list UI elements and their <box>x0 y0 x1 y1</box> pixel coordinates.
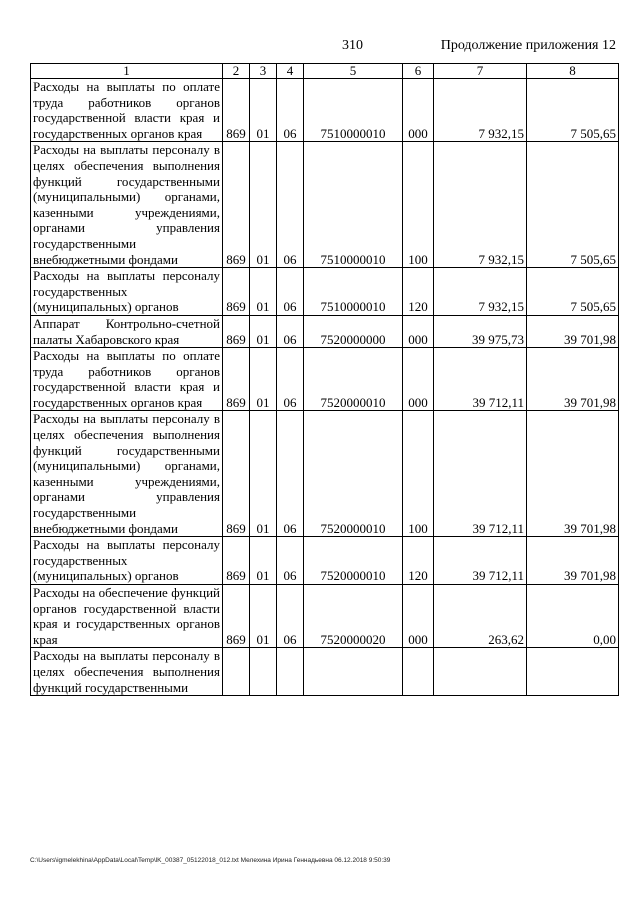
amount-col7: 39 975,73 <box>434 315 527 347</box>
table-header-row <box>31 64 619 79</box>
ministry-code: 869 <box>223 142 250 268</box>
amount-col8: 7 505,65 <box>527 268 619 316</box>
target-article-code: 7520000010 <box>304 411 403 537</box>
target-article-code: 7520000010 <box>304 537 403 585</box>
section-code: 01 <box>250 537 277 585</box>
continuation-title: Продолжение приложения 12 <box>440 38 616 53</box>
ministry-code: 869 <box>223 79 250 142</box>
amount-col8: 39 701,98 <box>527 315 619 347</box>
section-code: 01 <box>250 142 277 268</box>
column-header: 7 <box>434 64 527 79</box>
table-row <box>31 79 619 142</box>
target-article-code: 7520000020 <box>304 585 403 648</box>
row-description: Расходы на выплаты персоналу в целях обеспечения выполнения функций государственными <box>31 648 223 696</box>
subsection-code: 06 <box>277 142 304 268</box>
section-code: 01 <box>250 268 277 316</box>
amount-col7 <box>434 648 527 696</box>
row-description: Аппарат Контрольно-счетной палаты Хабаровского края <box>31 315 223 347</box>
target-article-code: 7510000010 <box>304 268 403 316</box>
ministry-code: 869 <box>223 315 250 347</box>
expense-type-code: 120 <box>403 537 434 585</box>
amount-col7: 39 712,11 <box>434 411 527 537</box>
ministry-code: 869 <box>223 537 250 585</box>
column-header: 8 <box>527 64 619 79</box>
section-code: 01 <box>250 585 277 648</box>
subsection-code: 06 <box>277 537 304 585</box>
table-row <box>31 648 619 696</box>
amount-col7: 7 932,15 <box>434 142 527 268</box>
column-header: 5 <box>304 64 403 79</box>
ministry-code: 869 <box>223 411 250 537</box>
file-path-footer: C:\Users\igmelekhina\AppData\Local\Temp\lK_00387_05122018_012.txt Мелехина Ирина Геннадьевна 06.12.2018 9:50:39 <box>30 857 391 864</box>
ministry-code: 869 <box>223 268 250 316</box>
amount-col8: 39 701,98 <box>527 411 619 537</box>
row-description: Расходы на выплаты по оплате труда работников органов государственной власти края и государственных органов края <box>31 348 223 411</box>
target-article-code: 7510000010 <box>304 79 403 142</box>
expense-type-code: 100 <box>403 411 434 537</box>
section-code: 01 <box>250 348 277 411</box>
table-row <box>31 315 619 347</box>
expense-type-code: 000 <box>403 348 434 411</box>
target-article-code: 7510000010 <box>304 142 403 268</box>
section-code: 01 <box>250 315 277 347</box>
section-code <box>250 648 277 696</box>
subsection-code: 06 <box>277 315 304 347</box>
amount-col8: 0,00 <box>527 585 619 648</box>
column-header: 1 <box>31 64 223 79</box>
subsection-code: 06 <box>277 348 304 411</box>
expense-type-code: 000 <box>403 315 434 347</box>
row-description: Расходы на обеспечение функций органов государственной власти края и государственных органов края <box>31 585 223 648</box>
table-row <box>31 585 619 648</box>
row-description: Расходы на выплаты персоналу в целях обеспечения выполнения функций государственными (муниципальными) органами, казенными учреждениями, органами управления государственными внебюджетными фондами <box>31 142 223 268</box>
section-code: 01 <box>250 79 277 142</box>
target-article-code: 7520000010 <box>304 348 403 411</box>
amount-col8 <box>527 648 619 696</box>
subsection-code: 06 <box>277 585 304 648</box>
expense-type-code: 100 <box>403 142 434 268</box>
amount-col7: 7 932,15 <box>434 268 527 316</box>
subsection-code: 06 <box>277 411 304 537</box>
row-description: Расходы на выплаты по оплате труда работников органов государственной власти края и государственных органов края <box>31 79 223 142</box>
column-header: 2 <box>223 64 250 79</box>
amount-col8: 7 505,65 <box>527 142 619 268</box>
table-row <box>31 411 619 537</box>
amount-col8: 39 701,98 <box>527 348 619 411</box>
expense-type-code <box>403 648 434 696</box>
section-code: 01 <box>250 411 277 537</box>
row-description: Расходы на выплаты персоналу в целях обеспечения выполнения функций государственными (муниципальными) органами, казенными учреждениями, органами управления государственными внебюджетными фондами <box>31 411 223 537</box>
table-row <box>31 268 619 316</box>
amount-col7: 7 932,15 <box>434 79 527 142</box>
target-article-code: 7520000000 <box>304 315 403 347</box>
budget-table <box>30 63 619 696</box>
ministry-code: 869 <box>223 348 250 411</box>
expense-type-code: 000 <box>403 585 434 648</box>
amount-col7: 39 712,11 <box>434 537 527 585</box>
ministry-code <box>223 648 250 696</box>
amount-col7: 39 712,11 <box>434 348 527 411</box>
ministry-code: 869 <box>223 585 250 648</box>
expense-type-code: 120 <box>403 268 434 316</box>
row-description: Расходы на выплаты персоналу государственных (муниципальных) органов <box>31 268 223 316</box>
page-number: 310 <box>342 38 363 53</box>
target-article-code <box>304 648 403 696</box>
table-row <box>31 348 619 411</box>
table-row <box>31 142 619 268</box>
column-header: 3 <box>250 64 277 79</box>
expense-type-code: 000 <box>403 79 434 142</box>
column-header: 4 <box>277 64 304 79</box>
amount-col7: 263,62 <box>434 585 527 648</box>
row-description: Расходы на выплаты персоналу государственных (муниципальных) органов <box>31 537 223 585</box>
subsection-code: 06 <box>277 268 304 316</box>
amount-col8: 39 701,98 <box>527 537 619 585</box>
amount-col8: 7 505,65 <box>527 79 619 142</box>
subsection-code <box>277 648 304 696</box>
subsection-code: 06 <box>277 79 304 142</box>
table-row <box>31 537 619 585</box>
column-header: 6 <box>403 64 434 79</box>
